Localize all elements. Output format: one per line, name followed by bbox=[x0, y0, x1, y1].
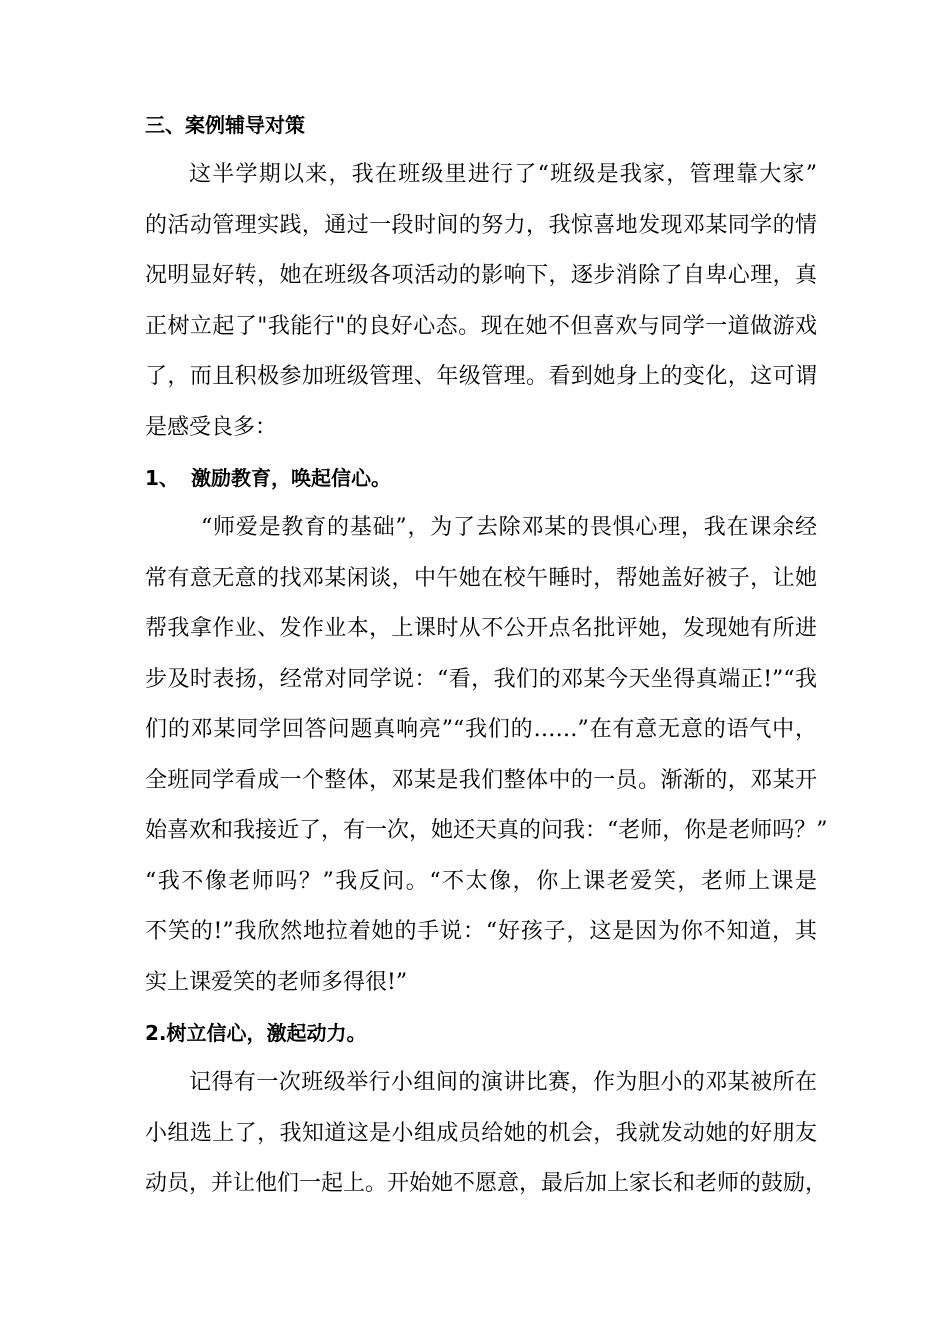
document-body bbox=[145, 100, 828, 1210]
paragraph-line: 实上课爱笑的老师多得很!” bbox=[145, 969, 408, 995]
paragraph-line: 不笑的!”我欣然地拉着她的手说：“好孩子，这是因为你不知道，其 bbox=[145, 919, 817, 944]
paragraph-line: 小组选上了，我知道这是小组成员给她的机会，我就发动她的好朋友 bbox=[145, 1120, 817, 1146]
paragraph-line: 记得有一次班级举行小组间的演讲比赛，作为胆小的邓某被所在 bbox=[189, 1070, 817, 1095]
paragraph-line: 始喜欢和我接近了，有一次，她还天真的问我：“老师，你是老师吗？” bbox=[145, 818, 828, 843]
intro-paragraph bbox=[145, 150, 817, 453]
paragraph-2 bbox=[145, 1058, 828, 1210]
paragraph-1 bbox=[145, 503, 828, 1008]
paragraph-line: 动员，并让他们一起上。开始她不愿意，最后加上家长和老师的鼓励， bbox=[145, 1171, 828, 1196]
paragraph-line: 了，而且积极参加班级管理、年级管理。看到她身上的变化，这可谓 bbox=[145, 364, 817, 389]
paragraph-line: “师爱是教育的基础”，为了去除邓某的畏惧心理，我在课余经 bbox=[201, 515, 817, 540]
subheading-1 bbox=[145, 453, 817, 503]
paragraph-line: 的活动管理实践，通过一段时间的努力，我惊喜地发现邓某同学的情 bbox=[145, 212, 817, 238]
paragraph-line: 们的邓某同学回答问题真响亮”“我们的……”在有意无意的语气中， bbox=[145, 717, 817, 742]
paragraph-line: “我不像老师吗？”我反问。“不太像，你上课老爱笑，老师上课是 bbox=[145, 868, 817, 894]
paragraph-line: 这半学期以来，我在班级里进行了“班级是我家，管理靠大家” bbox=[189, 162, 817, 187]
paragraph-line: 全班同学看成一个整体，邓某是我们整体中的一员。渐渐的，邓某开 bbox=[145, 767, 817, 793]
subheading-number: 1、 bbox=[145, 466, 179, 490]
paragraph-line: 正树立起了"我能行"的良好心态。现在她不但喜欢与同学一道做游戏 bbox=[145, 313, 817, 339]
paragraph-line: 况明显好转，她在班级各项活动的影响下，逐步消除了自卑心理，真 bbox=[145, 263, 817, 288]
section-title: 三、案例辅导对策 bbox=[145, 113, 305, 137]
subheading-2: 2.树立信心，激起动力。 bbox=[145, 1021, 367, 1045]
paragraph-line: 常有意无意的找邓某闲谈，中午她在校午睡时，帮她盖好被子，让她 bbox=[145, 565, 817, 591]
subheading-text: 激励教育，唤起信心。 bbox=[191, 466, 391, 490]
paragraph-line: 步及时表扬，经常对同学说：“看，我们的邓某今天坐得真端正!”“我 bbox=[145, 666, 817, 692]
paragraph-line: 帮我拿作业、发作业本，上课时从不公开点名批评她，发现她有所进 bbox=[145, 616, 817, 641]
paragraph-line: 是感受良多： bbox=[145, 414, 278, 440]
